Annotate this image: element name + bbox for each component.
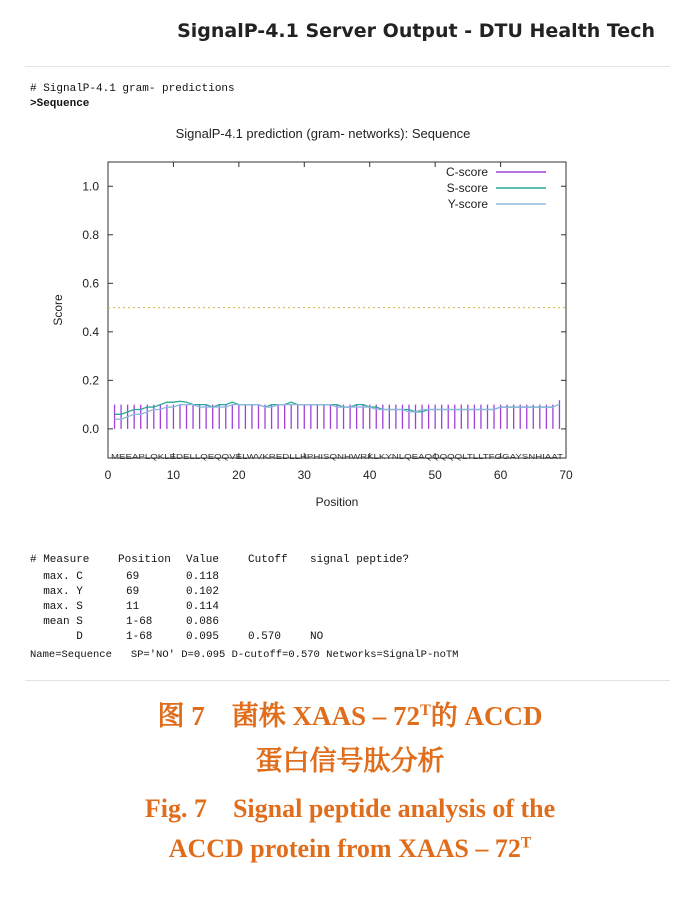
results-cell: 11 xyxy=(126,601,140,613)
x-tick-label: 60 xyxy=(493,468,508,482)
x-tick-label: 40 xyxy=(363,468,377,482)
x-tick-label: 10 xyxy=(166,468,181,482)
results-cell: 1-68 xyxy=(126,631,153,643)
results-column-header: Position xyxy=(118,554,171,566)
results-cell: max. S xyxy=(30,601,83,613)
caption-cn-line1 xyxy=(0,694,700,733)
server-output-title: SignalP-4.1 Server Output - DTU Health Tech xyxy=(177,20,655,42)
legend-label: Y-score xyxy=(447,197,488,211)
caption-en-line2-a: ACCD protein from XAAS – 72 xyxy=(168,834,521,863)
results-cell: 0.102 xyxy=(186,586,220,598)
y-axis-label: Score xyxy=(51,294,65,326)
x-tick-label: 0 xyxy=(104,468,112,482)
results-cell: 1-68 xyxy=(126,616,153,628)
chart-title: SignalP-4.1 prediction (gram- networks): Sequence xyxy=(175,126,471,141)
caption-en-line1: Fig. 7 Signal peptide analysis of the xyxy=(144,794,556,823)
results-cell: max. Y xyxy=(30,586,83,598)
results-cell: 69 xyxy=(126,571,140,583)
caption-cn-sup: T xyxy=(419,701,431,719)
results-cell: 0.118 xyxy=(186,571,220,583)
caption-cn-line1-b: 的 ACCD xyxy=(430,701,543,731)
sequence-label: >Sequence xyxy=(30,98,90,110)
caption-en-sup: T xyxy=(520,834,532,852)
x-tick-label: 70 xyxy=(559,468,573,482)
results-cell: 69 xyxy=(126,586,140,598)
results-cell: NO xyxy=(310,631,324,643)
caption-cn-line2: 蛋白信号肽分析 xyxy=(255,746,445,776)
predictions-header: # SignalP-4.1 gram- predictions xyxy=(30,83,235,95)
results-column-header: Cutoff xyxy=(248,554,288,566)
x-tick-label: 30 xyxy=(297,468,311,482)
results-cell: 0.095 xyxy=(186,631,220,643)
results-cell: mean S xyxy=(30,616,83,628)
y-tick-label: 1.0 xyxy=(82,179,99,194)
caption-divider xyxy=(25,680,670,681)
header-divider xyxy=(25,66,670,67)
x-tick-label: 20 xyxy=(232,468,246,482)
caption-en-line2 xyxy=(0,834,700,864)
x-axis-label: Position xyxy=(315,495,359,509)
results-summary: Name=Sequence SP='NO' D=0.095 D-cutoff=0.570 Networks=SignalP-noTM xyxy=(30,649,459,661)
y-tick-label: 0.2 xyxy=(82,373,99,388)
results-column-header: # Measure xyxy=(30,554,90,566)
sequence-residues: MEEAPLQKLEDELLQEQQVELWVKREDLLHPHISQNHWRKLKYNLQEAQQQQQLTLLTFGGAYSNHIAAT xyxy=(111,453,564,461)
legend-label: S-score xyxy=(446,181,488,195)
results-cell: 0.114 xyxy=(186,601,220,613)
signalp-chart xyxy=(40,120,580,520)
x-tick-label: 50 xyxy=(428,468,442,482)
y-tick-label: 0.8 xyxy=(82,227,99,242)
caption-cn-line1-a: 图 7 菌株 XAAS – 72 xyxy=(157,701,420,731)
results-column-header: Value xyxy=(186,554,220,566)
results-column-header: signal peptide? xyxy=(310,554,410,566)
y-tick-label: 0.0 xyxy=(82,421,99,436)
results-cell: D xyxy=(30,631,83,643)
results-cell: 0.086 xyxy=(186,616,220,628)
legend-label: C-score xyxy=(445,165,488,179)
y-tick-label: 0.6 xyxy=(82,276,99,291)
results-cell: 0.570 xyxy=(248,631,282,643)
results-cell: max. C xyxy=(30,571,83,583)
y-tick-label: 0.4 xyxy=(82,324,99,339)
